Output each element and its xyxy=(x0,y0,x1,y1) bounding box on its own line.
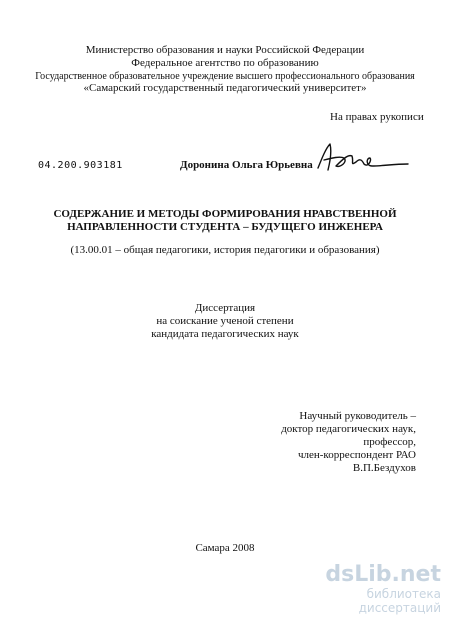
specialty-code: (13.00.01 – общая педагогики, история педагогики и образования) xyxy=(70,244,380,256)
manuscript-note: На правах рукописи xyxy=(330,111,424,123)
institution-type-line: Государственное образовательное учреждение высшего профессионального образования xyxy=(35,71,415,82)
catalog-number: 04.200.903181 xyxy=(38,160,123,171)
ministry-line: Министерство образования и науки Российской Федерации xyxy=(85,44,365,56)
place-year: Самара 2008 xyxy=(195,542,255,554)
author-name: Доронина Ольга Юрьевна xyxy=(180,159,313,171)
supervisor-title: профессор, xyxy=(363,436,416,448)
supervisor-label: Научный руководитель – xyxy=(299,410,416,422)
watermark-logo: dsLib.net xyxy=(325,562,441,587)
watermark xyxy=(291,563,441,615)
signature-image xyxy=(312,138,412,176)
dissertation-title-line1: СОДЕРЖАНИЕ И МЕТОДЫ ФОРМИРОВАНИЯ НРАВСТВЕННОЙ xyxy=(53,208,397,220)
supervisor-degree: доктор педагогических наук, xyxy=(281,423,416,435)
degree-purpose: на соискание ученой степени xyxy=(156,315,294,327)
watermark-subtitle: библиотека диссертаций xyxy=(358,587,441,615)
degree-type: Диссертация xyxy=(194,302,256,314)
university-name: «Самарский государственный педагогический университет» xyxy=(83,82,367,94)
supervisor-name: В.П.Бездухов xyxy=(352,462,416,474)
agency-line: Федеральное агентство по образованию xyxy=(131,57,319,69)
dissertation-title-line2: НАПРАВЛЕННОСТИ СТУДЕНТА – БУДУЩЕГО ИНЖЕНЕРА xyxy=(67,221,383,233)
supervisor-membership: член-корреспондент РАО xyxy=(297,449,416,461)
degree-name: кандидата педагогических наук xyxy=(151,328,299,340)
